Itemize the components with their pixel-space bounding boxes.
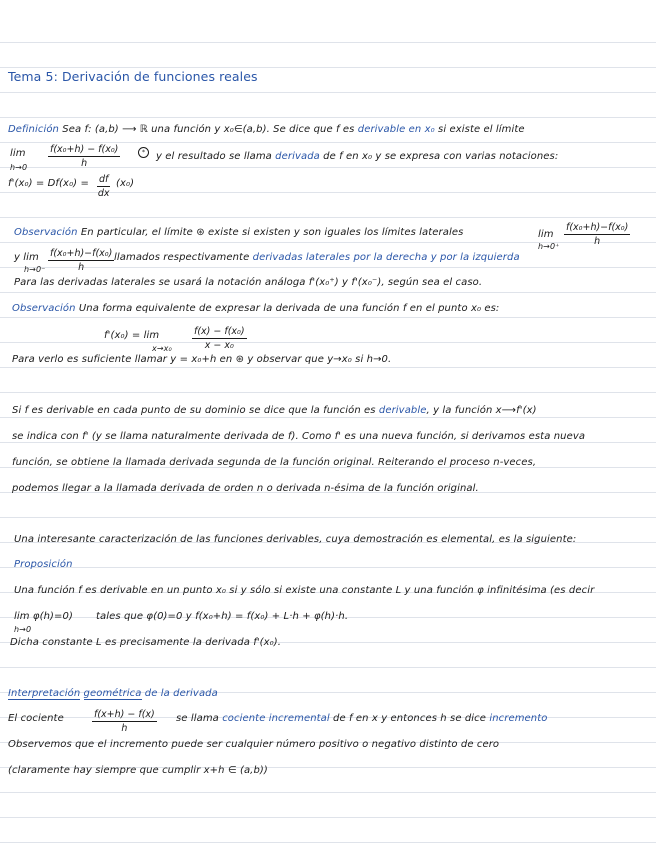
paragraph-1-line-2: se indica con f' (y se llama naturalmente derivada de f). Como f' es una nueva función, si derivamos esta nueva	[12, 431, 586, 442]
definition-fraction	[48, 144, 120, 169]
observation-1-lim: lim h→0⁺	[538, 229, 560, 251]
observation-1-line-1: Observación En particular, el límite ⊛ existe si existen y son iguales los límites laterales	[14, 227, 464, 238]
interpretation-link-cociente: cociente incremental	[222, 713, 330, 724]
definition-lim-sub: h→0	[10, 163, 28, 172]
definition-label: Definición	[8, 124, 59, 135]
observation-1-line-2a: y lim h→0⁻	[14, 252, 46, 274]
interpretation-title: Interpretación geométrica de la derivada	[8, 688, 218, 699]
observation-2-fraction: $\frac{\text{f(x) − f(x₀)}}{\text{x − x₀}}$	[194, 326, 245, 351]
definition-line-1	[8, 124, 525, 136]
paragraph-1-line-4: podemos llegar a la llamada derivada de orden n o derivada n-ésima de la función original.	[12, 483, 479, 494]
paragraph-1-link-derivable: derivable	[378, 405, 427, 416]
definition-leibniz-fraction: $\frac{df}{dx}$	[97, 174, 110, 199]
definition-link-derivable: derivable en x₀	[357, 124, 435, 135]
proposition-line-3: Dicha constante L es precisamente la derivada f'(x₀).	[10, 637, 282, 648]
observation-1-link: derivadas laterales por la derecha y por la izquierda	[252, 252, 520, 263]
interpretation-line-3: (claramente hay siempre que cumplir x+h ∈ (a,b))	[8, 765, 268, 776]
paragraph-1-line-1: Si f es derivable en cada punto de su dominio se dice que la función es derivable, y la función x⟶f'(x)	[12, 405, 537, 416]
page-title: Tema 5: Derivación de funciones reales	[8, 69, 258, 84]
definition-link-derivada: derivada	[275, 151, 320, 162]
observation-2-line-3: Para verlo es suficiente llamar y = x₀+h en ⊛ y observar que y→x₀ si h→0.	[12, 354, 392, 365]
proposition-line-2a: lim φ(h)=0) h→0	[14, 611, 73, 634]
definition-text-1b: si existe el límite	[438, 124, 525, 135]
interpretation-line-2: Observemos que el incremento puede ser cualquier número positivo o negativo distinto de cero	[8, 739, 500, 750]
interpretation-fraction: $\frac{f(x+h) - f(x)}{h}$	[94, 709, 155, 734]
paragraph-2-line-1: Una interesante caracterización de las funciones derivables, cuya demostración es elemental, es la siguiente:	[14, 534, 577, 545]
interpretation-line-1a: El cociente	[8, 713, 64, 724]
interpretation-link-incremento: incremento	[489, 713, 548, 724]
paragraph-1-line-3: función, se obtiene la llamada derivada segunda de la función original. Reiterando el proceso n-veces,	[12, 457, 537, 468]
definition-lim: lim h→0	[10, 148, 28, 172]
proposition-line-1: Una función f es derivable en un punto x₀ si y sólo si existe una constante L y una función φ infinitésima (es decir	[14, 585, 595, 596]
definition-line-2: y el resultado se llama derivada de f en x₀ y se expresa con varias notaciones:	[156, 151, 559, 162]
proposition-line-2b: tales que φ(0)=0 y f(x₀+h) = f(x₀) + L·h + φ(h)·h.	[96, 611, 349, 622]
observation-1-fraction: $\frac{\text{f(x₀+h)−f(x₀)}}{h}$	[566, 222, 629, 247]
observation-1-line-2b: llamados respectivamente derivadas laterales por la derecha y por la izquierda	[114, 252, 520, 263]
observation-2-equation: f'(x₀) = lim x→x₀	[104, 330, 172, 353]
definition-frac-num: f(x₀+h) − f(x₀)	[50, 144, 119, 155]
observation-2-line-1: Observación Una forma equivalente de expresar la derivada de una función f en el punto x₀ es:	[12, 303, 500, 314]
definition-line-3: f'(x₀) = Df(x₀) =	[8, 178, 89, 189]
definition-line-3-end: (x₀)	[116, 178, 135, 189]
asterisk-marker: *	[138, 147, 149, 158]
definition-text-1a: Sea f: (a,b) ⟶ ℝ una función y x₀∈(a,b). Se dice que f es	[62, 124, 355, 135]
observation-1-line-3: Para las derivadas laterales se usará la notación análoga f'(x₀⁺) y f'(x₀⁻), según sea el caso.	[14, 277, 483, 288]
observation-2-label: Observación	[12, 303, 76, 314]
observation-1-label: Observación	[14, 227, 78, 238]
interpretation-line-1b: se llama cociente incremental de f en x y entonces h se dice incremento	[176, 713, 548, 724]
definition-frac-den: h	[81, 158, 88, 169]
observation-1-fraction-2: $\frac{\text{f(x₀+h)−f(x₀)}}{h}$	[50, 248, 113, 273]
proposition-label: Proposición	[14, 559, 73, 570]
